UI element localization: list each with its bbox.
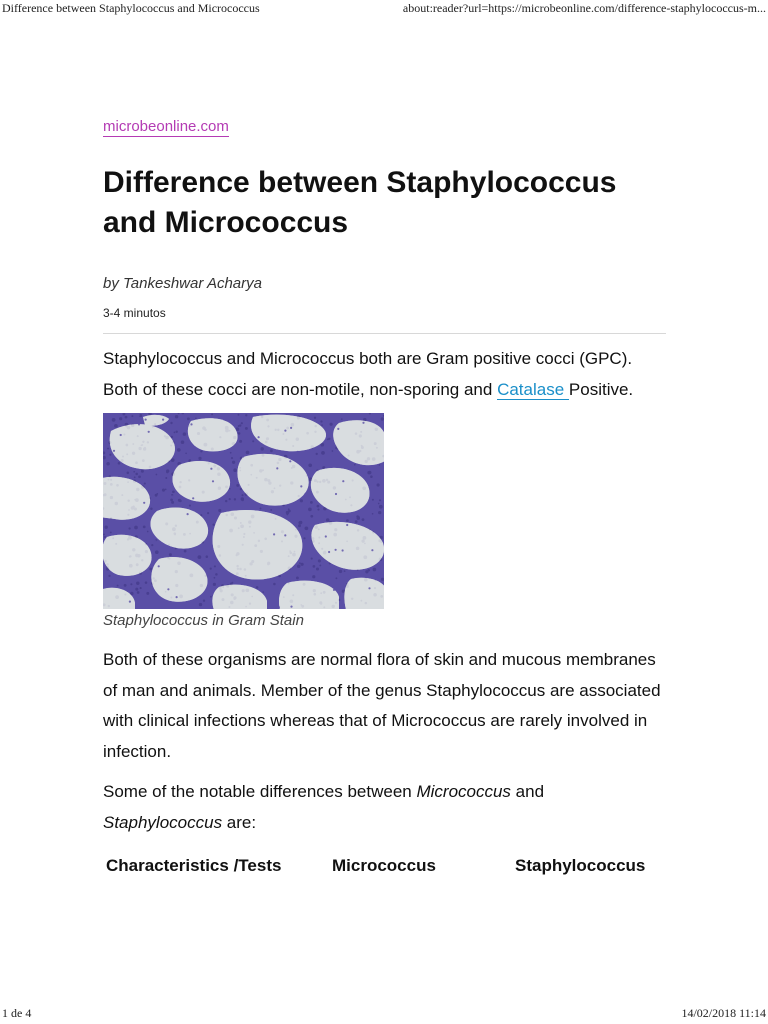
gram-stain-picture <box>103 413 384 609</box>
micrococcus-term: Micrococcus <box>416 782 511 801</box>
print-footer-datetime: 14/02/2018 11:14 <box>681 1006 766 1020</box>
print-header <box>0 0 768 20</box>
site-link[interactable]: microbeonline.com <box>103 118 229 135</box>
header-divider <box>103 333 666 334</box>
intro-paragraph <box>103 344 666 405</box>
gram-stain-image <box>103 413 384 609</box>
print-footer <box>0 1004 768 1024</box>
catalase-link[interactable]: Catalase <box>497 379 569 399</box>
reading-time: 3-4 minutos <box>103 306 166 320</box>
comparison-table-header <box>103 856 666 880</box>
article <box>103 118 666 880</box>
print-footer-page: 1 de 4 <box>2 1006 32 1020</box>
differences-suffix: are: <box>222 812 257 832</box>
intro-text-end: Positive. <box>568 379 634 399</box>
differences-intro <box>103 777 666 838</box>
print-header-url: about:reader?url=https://microbeonline.com/difference-staphylococcus-m... <box>402 1 766 15</box>
table-header-staphylococcus: Staphylococcus <box>515 856 646 875</box>
article-byline: by Tankeshwar Acharya <box>103 275 262 292</box>
intro-text: Staphylococcus and Micrococcus both are Gram positive cocci (GPC). Both of these cocci are non-motile, non-sporing and <box>103 349 633 399</box>
article-title: Difference between Staphylococcus and Micrococcus <box>103 166 617 239</box>
figure-caption: Staphylococcus in Gram Stain <box>103 612 304 629</box>
staphylococcus-term: Staphylococcus <box>103 812 223 832</box>
differences-middle: and <box>510 782 545 801</box>
table-header-micrococcus: Micrococcus <box>332 856 436 875</box>
table-header-characteristics: Characteristics /Tests <box>106 856 282 875</box>
differences-prefix: Some of the notable differences between <box>103 782 417 801</box>
print-header-title: Difference between Staphylococcus and Micrococcus <box>2 1 260 15</box>
flora-paragraph: Both of these organisms are normal flora of skin and mucous membranes of man and animals. Member of the genus Staphylococcus are associated with clinical infections whereas that of Micrococcus are rarely involved in infection. <box>103 650 661 761</box>
